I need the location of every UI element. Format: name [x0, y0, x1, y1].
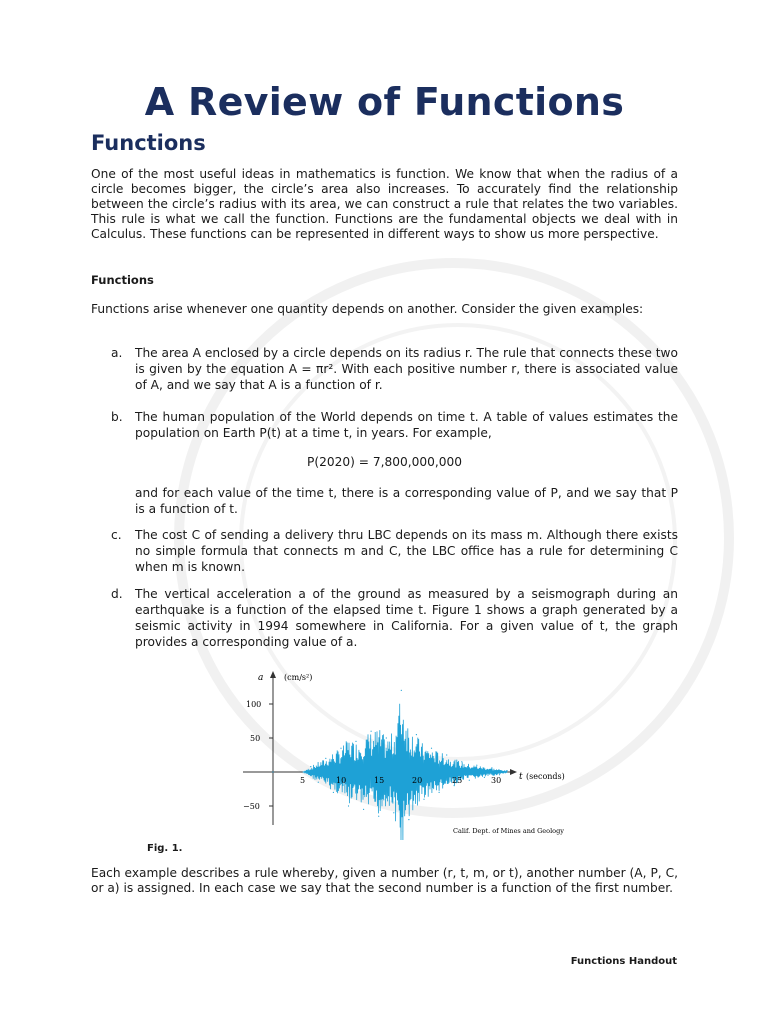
source-note: Calif. Dept. of Mines and Geology — [453, 827, 564, 835]
trace-point — [340, 748, 341, 749]
trace-point — [461, 761, 462, 762]
trace-point — [378, 816, 379, 817]
trace-point — [446, 754, 447, 755]
item-b-continuation: and for each value of the time t, there is a corresponding value of P, and we say that P is a function of t. — [135, 486, 678, 516]
trace-point — [439, 792, 440, 793]
list-item-d — [111, 586, 678, 650]
x-axis-label: t — [519, 772, 523, 782]
page-title: A Review of Functions — [144, 80, 625, 124]
seismic-trace-line — [303, 704, 507, 840]
y-tick-label: −50 — [243, 802, 260, 811]
trace-point — [476, 765, 477, 766]
trace-point — [318, 782, 319, 783]
list-item-a — [111, 345, 678, 393]
y-axis-unit: (cm/s²) — [284, 673, 313, 682]
seismograph-figure — [238, 665, 568, 840]
closing-paragraph: Each example describes a rule whereby, given a number (r, t, m, or t), another number (A, P, C, or a) is assigned. In each case we say that the second number is a function of the first number. — [91, 866, 678, 895]
list-marker: c. — [111, 528, 122, 542]
trace-point — [310, 766, 311, 767]
list-item-text: The human population of the World depends on time t. A table of values estimates the population on Earth P(t) at a time t, in years. For example, — [135, 410, 678, 440]
x-axis-unit: (seconds) — [526, 772, 565, 781]
y-tick-label: 100 — [246, 700, 262, 709]
x-tick-label: 15 — [374, 776, 385, 785]
trace-point — [491, 767, 492, 768]
subheading: Functions — [91, 273, 154, 287]
list-marker: d. — [111, 587, 123, 601]
trace-point — [363, 809, 364, 810]
x-tick-label: 10 — [336, 776, 347, 785]
footer-label: Functions Handout — [570, 956, 677, 967]
trace-point — [386, 737, 387, 738]
x-tick-label: 25 — [452, 776, 463, 785]
trace-point — [484, 777, 485, 778]
trace-point — [371, 731, 372, 732]
list-item-b — [111, 409, 678, 441]
list-item-c — [111, 527, 678, 575]
trace-point — [272, 771, 273, 772]
x-tick-label: 5 — [300, 776, 306, 785]
y-axis-arrow — [270, 671, 276, 678]
y-axis-label: a — [258, 673, 264, 683]
list-marker: b. — [111, 410, 123, 424]
intro-paragraph: One of the most useful ideas in mathematics is function. We know that when the radius of a circle becomes bigger, the circle’s area also increases. To accurately find the relationship between the circle’s radius with its area, we can construct a rule that relates the two variables. This rule is what we call the function. Functions are the fundamental objects we deal with in Calculus. These functions can be represented in different ways to show us more perspective. — [91, 167, 678, 241]
trace-point — [423, 799, 424, 800]
trace-point — [416, 734, 417, 735]
trace-point — [454, 785, 455, 786]
trace-point — [325, 758, 326, 759]
trace-point — [333, 792, 334, 793]
trace-point — [506, 770, 507, 771]
list-item-text: The cost C of sending a delivery thru LBC depends on its mass m. Although there exists no simple formula that connects m and C, the LBC office has a rule for determining C when m is known. — [135, 528, 678, 574]
x-tick-label: 30 — [491, 776, 502, 785]
trace-point — [393, 812, 394, 813]
list-item-text: The vertical acceleration a of the ground as measured by a seismograph during an earthquake is a function of the elapsed time t. Figure 1 shows a graph generated by a seismic activity in 1994 somewhere in California. For a given value of t, the graph provides a corresponding value of a. — [135, 587, 678, 649]
list-marker: a. — [111, 346, 123, 360]
figure-caption: Fig. 1. — [147, 843, 183, 854]
seismic-trace — [272, 690, 507, 840]
trace-point — [408, 819, 409, 820]
x-tick-label: 20 — [412, 776, 423, 785]
trace-point — [401, 690, 402, 691]
trace-point — [469, 780, 470, 781]
trace-point — [431, 748, 432, 749]
example-equation: P(2020) = 7,800,000,000 — [307, 455, 462, 469]
y-tick-label: 50 — [250, 734, 261, 743]
section-heading: Functions — [91, 131, 206, 155]
arise-paragraph: Functions arise whenever one quantity depends on another. Consider the given examples: — [91, 302, 644, 316]
x-axis-arrow — [510, 769, 517, 775]
list-item-text: The area A enclosed by a circle depends on its radius r. The rule that connects these two is given by the equation A = πr². With each positive number r, there is associated value of A, and we say that A is a function of r. — [135, 346, 678, 392]
trace-point — [355, 741, 356, 742]
trace-point — [303, 771, 304, 772]
trace-point — [348, 805, 349, 806]
